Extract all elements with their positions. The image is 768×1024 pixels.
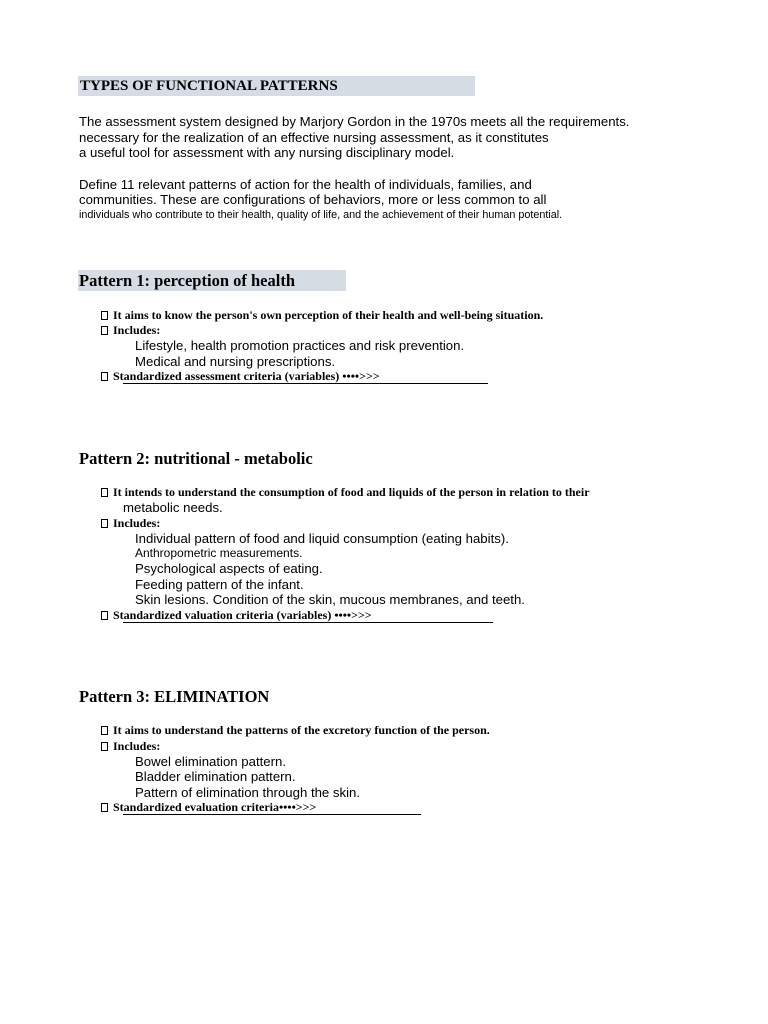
intro-line: communities. These are configurations of behaviors, more or less common to all <box>79 192 547 207</box>
pattern-2-criteria: Standardized valuation criteria (variables) ••••>>> <box>101 608 372 623</box>
intro-line: individuals who contribute to their health, quality of life, and the achievement of their human potential. <box>79 209 563 221</box>
pattern-2-include-item: Skin lesions. Condition of the skin, mucous membranes, and teeth. <box>135 592 525 607</box>
pattern-1-criteria: Standardized assessment criteria (variables) ••••>>> <box>101 369 380 384</box>
checkbox-icon <box>101 611 108 620</box>
checkbox-icon <box>101 311 108 320</box>
pattern-3-heading: Pattern 3: ELIMINATION <box>79 687 270 706</box>
pattern-2-aim-continued: metabolic needs. <box>123 500 223 515</box>
pattern-3-includes-label: Includes: <box>101 739 160 754</box>
pattern-1-aim: It aims to know the person's own perception of their health and well-being situation. <box>101 308 543 323</box>
criteria-underline <box>123 814 421 815</box>
checkbox-icon <box>101 726 108 735</box>
document-title: TYPES OF FUNCTIONAL PATTERNS <box>80 78 338 94</box>
pattern-2-includes-label: Includes: <box>101 516 160 531</box>
pattern-3-include-item: Bladder elimination pattern. <box>135 769 296 784</box>
pattern-2-aim: It intends to understand the consumption of food and liquids of the person in relation to their <box>101 485 590 500</box>
pattern-1-includes-label: Includes: <box>101 323 160 338</box>
intro-line: Define 11 relevant patterns of action for the health of individuals, families, and <box>79 177 532 192</box>
intro-line: The assessment system designed by Marjory Gordon in the 1970s meets all the requirements. <box>79 114 630 129</box>
checkbox-icon <box>101 488 108 497</box>
pattern-2-include-item: Feeding pattern of the infant. <box>135 577 304 592</box>
checkbox-icon <box>101 519 108 528</box>
pattern-2-include-item: Psychological aspects of eating. <box>135 561 323 576</box>
pattern-2-heading: Pattern 2: nutritional - metabolic <box>79 449 313 468</box>
pattern-1-heading: Pattern 1: perception of health <box>79 271 295 290</box>
criteria-underline <box>123 383 488 384</box>
pattern-2-include-item: Anthropometric measurements. <box>135 546 303 560</box>
checkbox-icon <box>101 326 108 335</box>
pattern-3-include-item: Bowel elimination pattern. <box>135 754 287 769</box>
pattern-1-include-item: Lifestyle, health promotion practices and risk prevention. <box>135 338 465 353</box>
checkbox-icon <box>101 372 108 381</box>
pattern-3-include-item: Pattern of elimination through the skin. <box>135 785 361 800</box>
pattern-2-include-item: Individual pattern of food and liquid consumption (eating habits). <box>135 531 509 546</box>
intro-line: necessary for the realization of an effective nursing assessment, as it constitutes <box>79 130 549 145</box>
checkbox-icon <box>101 803 108 812</box>
intro-line: a useful tool for assessment with any nursing disciplinary model. <box>79 145 455 160</box>
pattern-1-include-item: Medical and nursing prescriptions. <box>135 354 336 369</box>
checkbox-icon <box>101 742 108 751</box>
pattern-3-criteria: Standardized evaluation criteria••••>>> <box>101 800 316 815</box>
pattern-3-aim: It aims to understand the patterns of the excretory function of the person. <box>101 723 490 738</box>
criteria-underline <box>123 622 493 623</box>
